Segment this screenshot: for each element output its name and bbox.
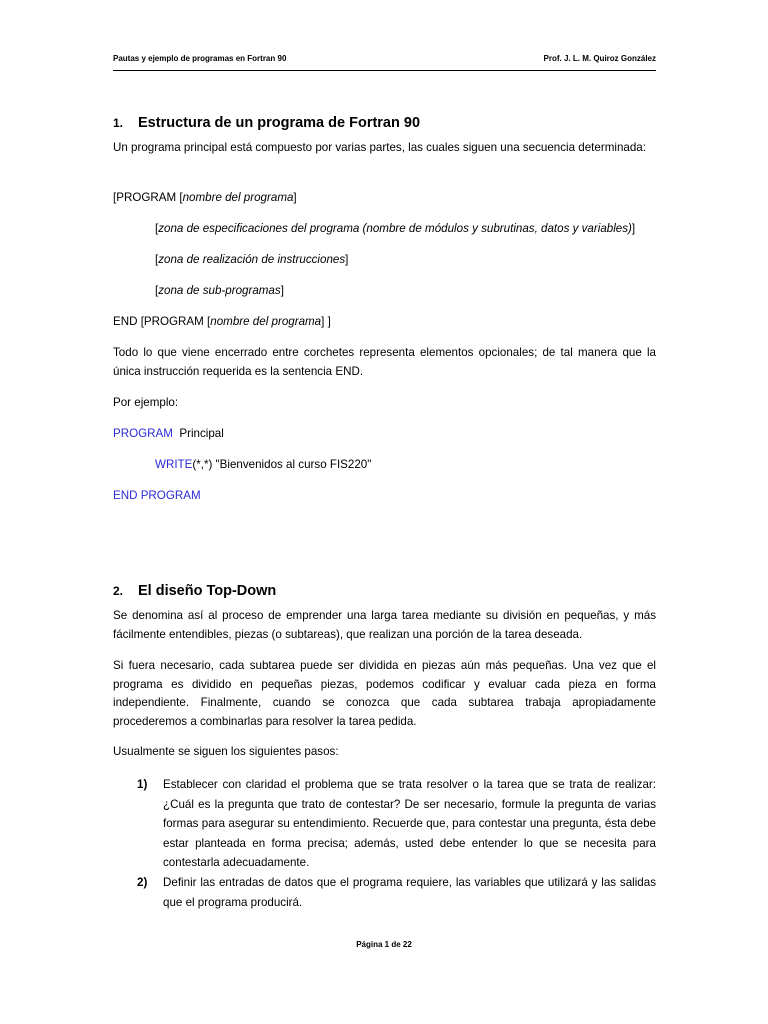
list-item-text: Establecer con claridad el problema que se trata resolver o la tarea que se trata de realizar: ¿Cuál es la pregunta que trato de contestar? De ser necesario, formule la pregunta de varias formas para asegurar su entendimiento. Recuerde que, para contestar una pregunta, ésta debe estar planteada en forma precisa; además, usted debe entender lo que se necesita para contestarla adecuadamente. bbox=[163, 778, 656, 869]
syntax-text: END [PROGRAM [ bbox=[113, 315, 211, 328]
syntax-text: [ bbox=[155, 284, 159, 297]
section-2-title: El diseño Top-Down bbox=[138, 583, 277, 599]
section-1-title: Estructura de un programa de Fortran 90 bbox=[138, 115, 421, 131]
syntax-text: ] bbox=[345, 253, 349, 266]
list-item-number: 1) bbox=[137, 778, 148, 791]
paragraph: Si fuera necesario, cada subtarea puede ser dividida en piezas aún más pequeñas. Una vez que el programa es dividido en pequeñas piezas, podemos codificar y evaluar cada pieza en forma independiente. Finalmente, cuando se conozca que cada subtarea trabaja apropiadamente procederemos a combinarlas para resolver la tarea pedida. bbox=[113, 659, 656, 728]
syntax-italic: zona de realización de instrucciones bbox=[158, 253, 346, 266]
syntax-text: [ bbox=[155, 222, 159, 235]
note-paragraph: Todo lo que viene encerrado entre corchetes representa elementos opcionales; de tal manera que la única instrucción requerida es la sentencia END. bbox=[113, 346, 656, 378]
section-1-number: 1. bbox=[113, 116, 124, 130]
syntax-italic: nombre del programa bbox=[210, 315, 322, 328]
syntax-text: ] bbox=[280, 284, 284, 297]
example-label: Por ejemplo: bbox=[113, 396, 179, 409]
code-line-end: END PROGRAM bbox=[113, 489, 201, 502]
syntax-text: ] bbox=[631, 222, 636, 235]
syntax-line-specs bbox=[155, 220, 635, 238]
syntax-italic: zona de especificaciones del programa (nombre de módulos y subrutinas, datos y variables) bbox=[158, 222, 632, 235]
list-item bbox=[137, 873, 656, 912]
code-keyword: WRITE bbox=[155, 458, 193, 471]
section-1-heading bbox=[113, 115, 420, 131]
syntax-text: [PROGRAM [ bbox=[113, 191, 183, 204]
code-line-write bbox=[155, 456, 371, 474]
code-line-program bbox=[113, 425, 224, 443]
code-text: (*,*) "Bienvenidos al curso FIS220" bbox=[192, 458, 372, 471]
syntax-line-subprograms bbox=[155, 282, 284, 300]
section-2-p1 bbox=[113, 607, 656, 644]
syntax-italic: nombre del programa bbox=[182, 191, 294, 204]
intro-paragraph: Un programa principal está compuesto por varias partes, las cuales siguen una secuencia determinada: bbox=[113, 141, 646, 154]
page-number: Página 1 de 22 bbox=[356, 940, 412, 949]
section-1-note bbox=[113, 344, 656, 381]
list-item-number: 2) bbox=[137, 876, 148, 889]
syntax-text: ] ] bbox=[321, 315, 331, 328]
paragraph: Se denomina así al proceso de emprender una larga tarea mediante su división en pequeñas, y más fácilmente entendibles, piezas (o subtareas), que realizan una porción de la tarea deseada. bbox=[113, 609, 656, 641]
section-1-intro bbox=[113, 139, 656, 158]
header-author: Prof. J. L. M. Quiroz González bbox=[543, 54, 656, 63]
section-2-p2 bbox=[113, 657, 656, 731]
syntax-text: [ bbox=[155, 253, 159, 266]
syntax-italic: zona de sub-programas bbox=[158, 284, 281, 297]
syntax-text: ] bbox=[293, 191, 297, 204]
code-text: Principal bbox=[179, 427, 224, 440]
section-2-heading bbox=[113, 583, 276, 599]
syntax-line-end bbox=[113, 313, 331, 331]
syntax-line-instructions bbox=[155, 251, 348, 269]
section-2-number: 2. bbox=[113, 584, 124, 598]
syntax-line-program bbox=[113, 189, 297, 207]
code-keyword: PROGRAM bbox=[113, 427, 173, 440]
page-header bbox=[113, 54, 656, 71]
paragraph: Usualmente se siguen los siguientes pasos: bbox=[113, 745, 339, 758]
section-2-p3 bbox=[113, 743, 656, 762]
header-title: Pautas y ejemplo de programas en Fortran 90 bbox=[113, 54, 287, 63]
list-item bbox=[137, 775, 656, 873]
list-item-text: Definir las entradas de datos que el programa requiere, las variables que utilizará y las salidas que el programa producirá. bbox=[163, 876, 656, 909]
